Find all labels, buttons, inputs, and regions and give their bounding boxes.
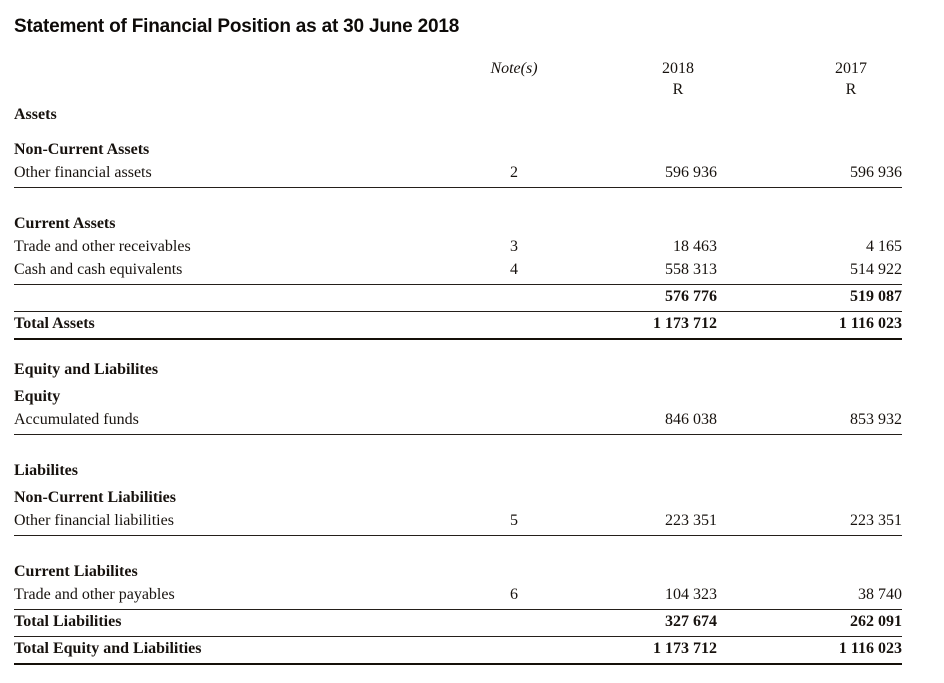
amount-2017: 514 922 bbox=[850, 261, 902, 278]
note-cell: 6 bbox=[510, 586, 518, 603]
amount-2018: 576 776 bbox=[665, 288, 717, 305]
column-header-2018 bbox=[574, 58, 717, 100]
table-row bbox=[14, 103, 902, 126]
table-row bbox=[14, 408, 902, 435]
table-row bbox=[14, 610, 902, 637]
row-label: Trade and other payables bbox=[14, 586, 175, 603]
row-label: Cash and cash equivalents bbox=[14, 261, 183, 278]
row-label: Equity and Liabilites bbox=[14, 361, 159, 378]
row-label: Total Assets bbox=[14, 315, 95, 332]
amount-2017: 1 116 023 bbox=[838, 315, 902, 332]
currency-2018-label: R bbox=[672, 81, 684, 98]
amount-2018: 1 173 712 bbox=[653, 640, 717, 657]
table-row bbox=[14, 583, 902, 610]
page-title: Statement of Financial Position as at 30 June 2018 bbox=[14, 16, 460, 37]
amount-2017: 38 740 bbox=[858, 586, 902, 603]
amount-2018: 327 674 bbox=[665, 613, 717, 630]
row-label: Non-Current Liabilities bbox=[14, 489, 176, 506]
note-cell: 5 bbox=[510, 512, 518, 529]
amount-2018: 596 936 bbox=[665, 164, 717, 181]
table-row bbox=[14, 258, 902, 285]
row-label: Assets bbox=[14, 106, 57, 123]
table-row bbox=[14, 161, 902, 188]
row-label: Accumulated funds bbox=[14, 411, 139, 428]
row-label: Current Assets bbox=[14, 215, 116, 232]
row-label: Trade and other receivables bbox=[14, 238, 191, 255]
table-row bbox=[14, 358, 902, 381]
financial-position-table bbox=[14, 58, 902, 665]
row-label: Current Liabilites bbox=[14, 563, 138, 580]
column-header-notes: Note(s) bbox=[490, 60, 538, 77]
amount-2017: 596 936 bbox=[850, 164, 902, 181]
note-cell: 2 bbox=[510, 164, 518, 181]
column-header-2018-block bbox=[639, 58, 717, 100]
table-header-row bbox=[14, 58, 902, 100]
table-row bbox=[14, 285, 902, 312]
financial-table-body bbox=[14, 103, 902, 665]
table-row bbox=[14, 459, 902, 482]
amount-2017: 519 087 bbox=[850, 288, 902, 305]
year-2018-label: 2018 bbox=[662, 60, 694, 77]
amount-2017: 1 116 023 bbox=[838, 640, 902, 657]
amount-2018: 1 173 712 bbox=[653, 315, 717, 332]
amount-2017: 223 351 bbox=[850, 512, 902, 529]
column-header-2017-block bbox=[800, 58, 902, 100]
table-row bbox=[14, 312, 902, 340]
amount-2018: 104 323 bbox=[665, 586, 717, 603]
amount-2018: 846 038 bbox=[665, 411, 717, 428]
note-cell: 4 bbox=[510, 261, 518, 278]
year-2017-label: 2017 bbox=[835, 60, 867, 77]
row-label: Other financial liabilities bbox=[14, 512, 174, 529]
amount-2018: 558 313 bbox=[665, 261, 717, 278]
table-row bbox=[14, 509, 902, 536]
currency-2017-label: R bbox=[845, 81, 857, 98]
amount-2018: 18 463 bbox=[673, 238, 717, 255]
row-label: Total Equity and Liabilities bbox=[14, 640, 202, 657]
table-row bbox=[14, 235, 902, 258]
row-label: Liabilites bbox=[14, 462, 79, 479]
row-label: Total Liabilities bbox=[14, 613, 122, 630]
row-label: Other financial assets bbox=[14, 164, 152, 181]
table-row bbox=[14, 212, 902, 235]
row-label: Equity bbox=[14, 388, 61, 405]
amount-2018: 223 351 bbox=[665, 512, 717, 529]
note-cell: 3 bbox=[510, 238, 518, 255]
table-row bbox=[14, 385, 902, 408]
row-label: Non-Current Assets bbox=[14, 141, 150, 158]
amount-2017: 853 932 bbox=[850, 411, 902, 428]
table-row bbox=[14, 138, 902, 161]
table-row bbox=[14, 560, 902, 583]
table-row bbox=[14, 637, 902, 665]
amount-2017: 4 165 bbox=[866, 238, 902, 255]
table-row bbox=[14, 486, 902, 509]
column-header-2017 bbox=[717, 58, 902, 100]
amount-2017: 262 091 bbox=[850, 613, 902, 630]
